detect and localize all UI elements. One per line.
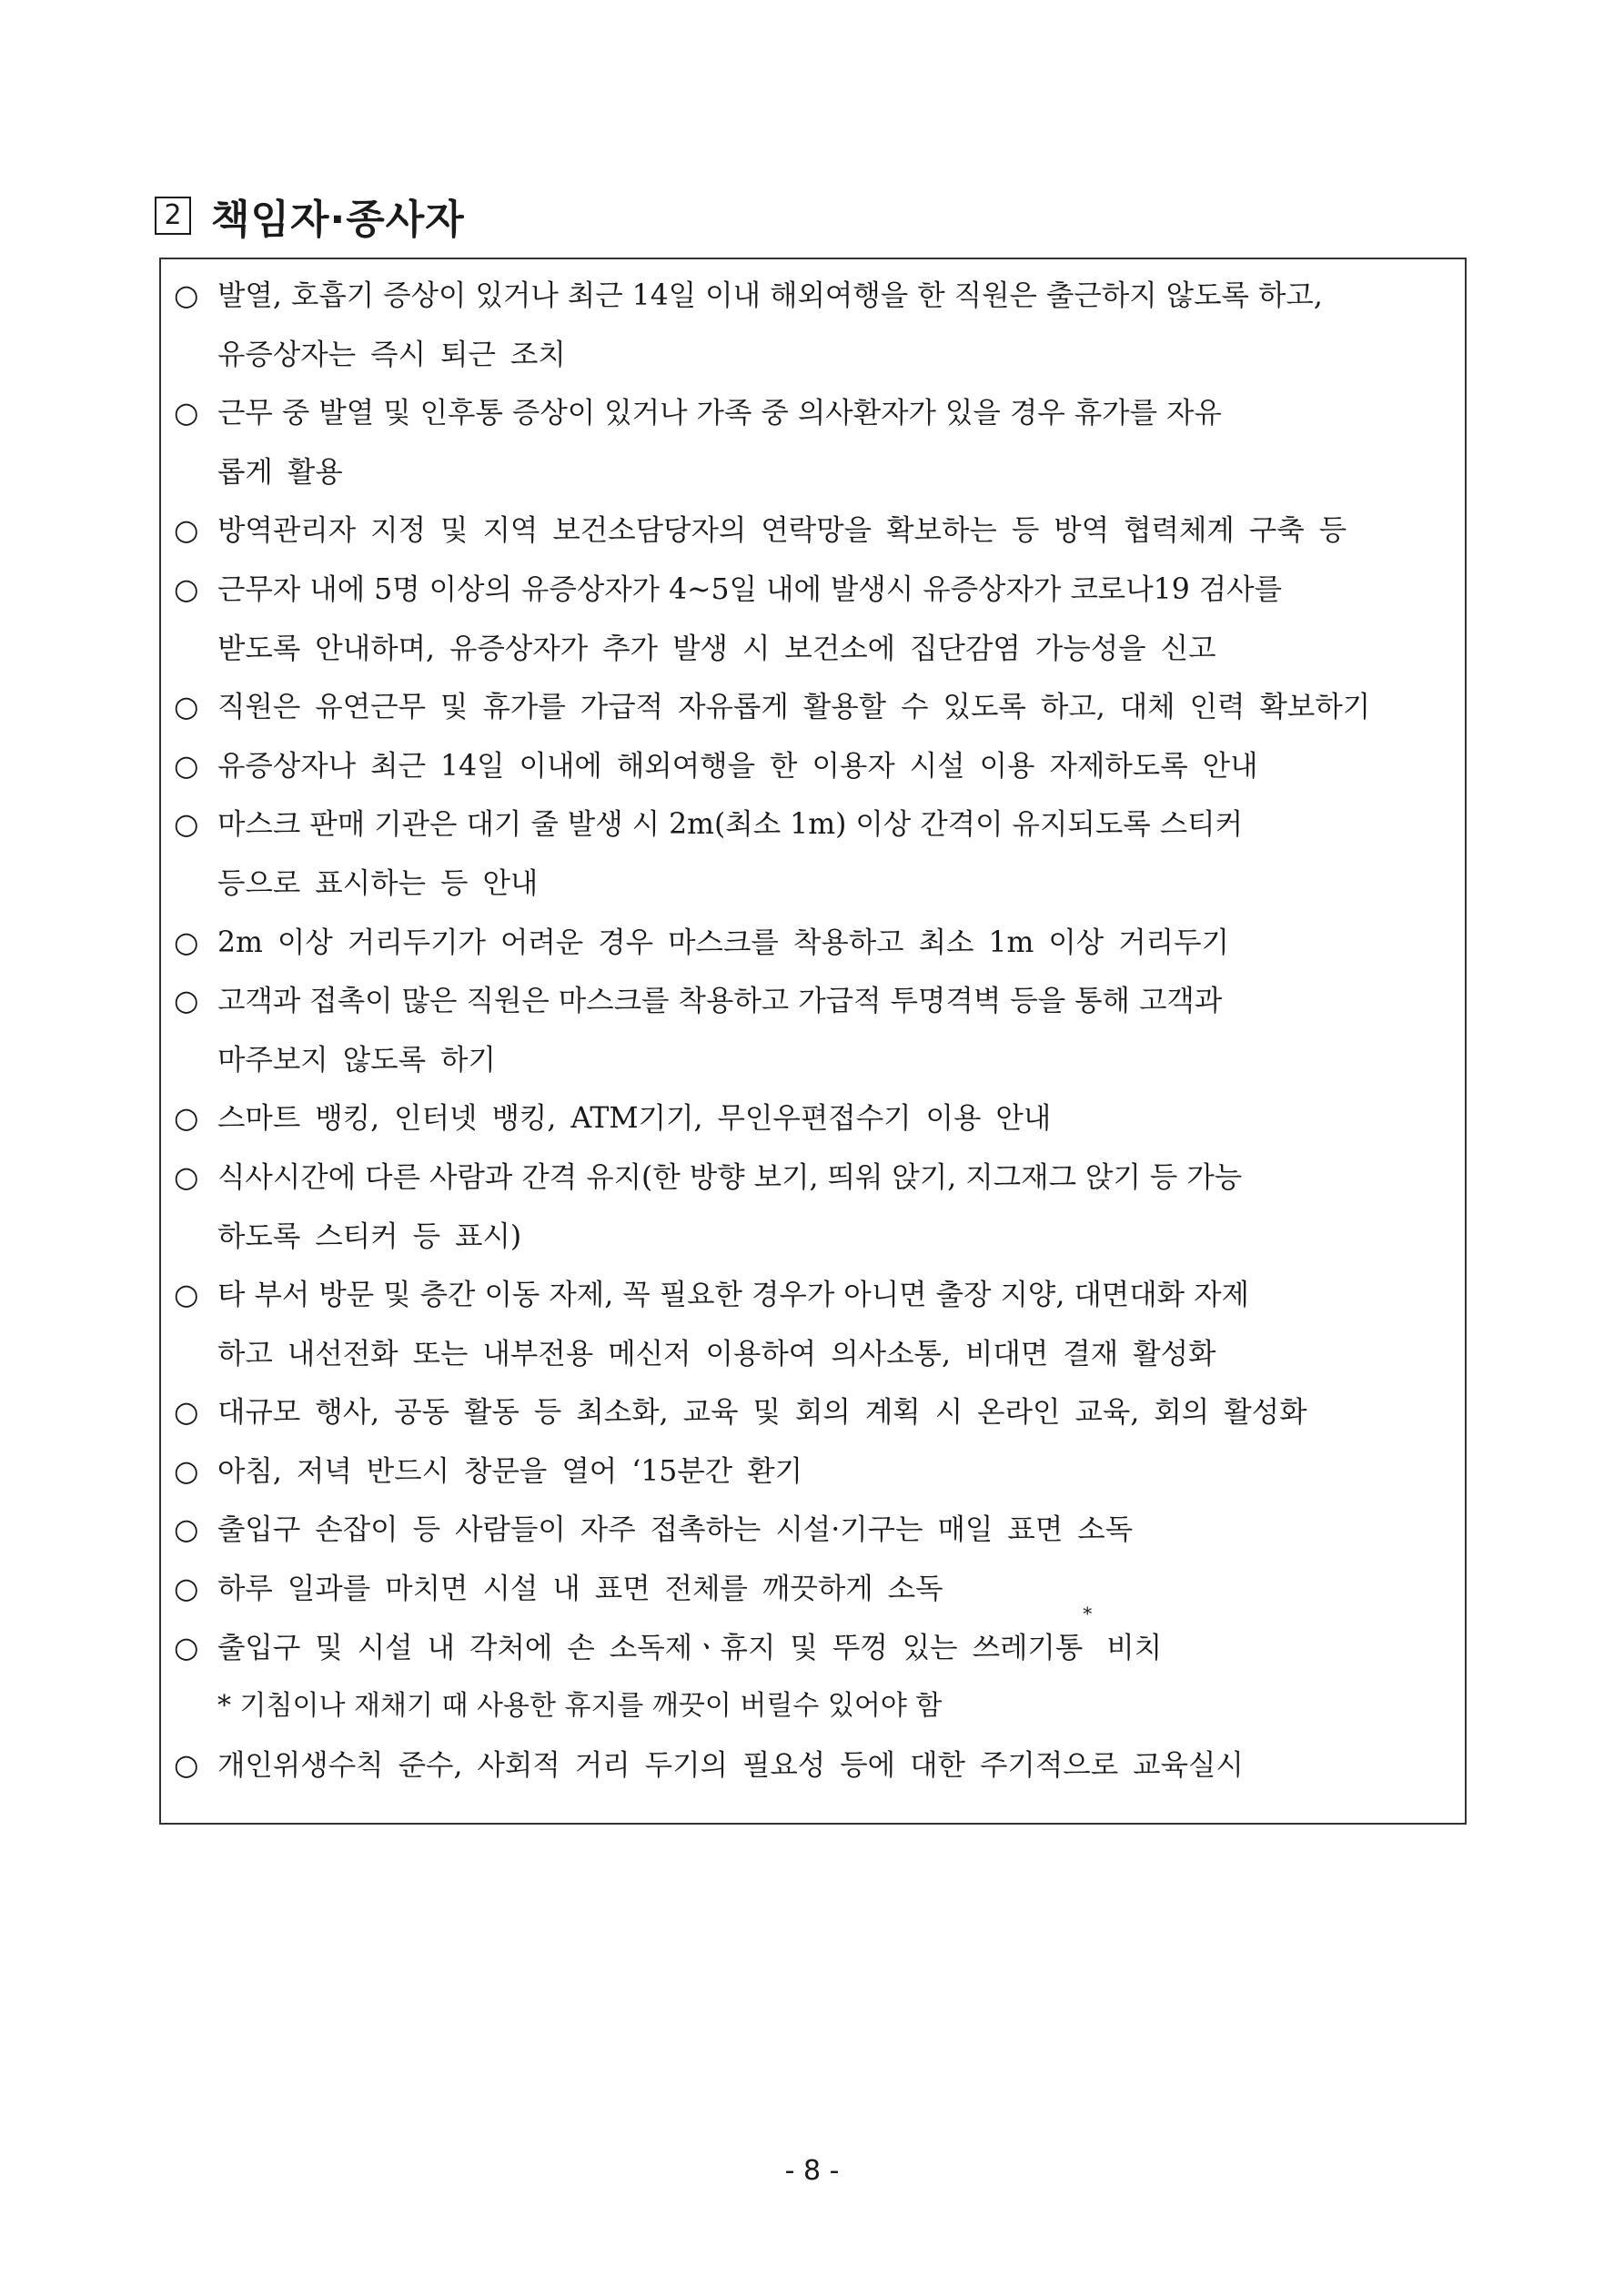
list-item-text: 고객과 접촉이 많은 직원은 마스크를 착용하고 가급적 투명격벽 등을 통해 고객과 [217, 985, 1223, 1018]
list-item-text: 마주보지 않도록 하기 [217, 1043, 496, 1077]
list-item [174, 914, 1452, 973]
bullet-icon: ○ [174, 1160, 199, 1194]
bullet-icon: ○ [174, 925, 199, 959]
list-item-text: 타 부서 방문 및 층간 이동 자제, 꼭 필요한 경우가 아니면 출장 지양, 대면대화 자제 [217, 1279, 1249, 1312]
bullet-icon: ○ [174, 514, 199, 548]
list-item [174, 561, 1452, 678]
list-item-text: 하루 일과를 마치면 시설 내 표면 전체를 깨끗하게 소독 [217, 1573, 943, 1606]
bullet-icon: ○ [174, 1631, 199, 1664]
list-item-text: 마스크 판매 기관은 대기 줄 발생 시 2m(최소 1m) 이상 간격이 유지되도록 스티커 [217, 808, 1243, 842]
list-item-text: 근무 중 발열 및 인후통 증상이 있거나 가족 중 의사환자가 있을 경우 휴가를 자유 [217, 397, 1222, 430]
bullet-icon: ○ [174, 572, 199, 606]
bullet-icon: ○ [174, 397, 199, 430]
list-item [174, 1736, 1452, 1795]
list-item-text: 대규모 행사, 공동 활동 등 최소화, 교육 및 회의 계획 시 온라인 교육, 회의 활성화 [217, 1396, 1307, 1430]
bullet-icon: ○ [174, 279, 199, 312]
guideline-list [174, 267, 1452, 1795]
footnote-marker: * [1083, 1602, 1093, 1624]
list-item-text: 식사시간에 다른 사람과 간격 유지(한 방향 보기, 띄워 앉기, 지그재그 앉기 등 가능 [217, 1160, 1243, 1194]
bullet-icon: ○ [174, 1396, 199, 1430]
list-item [174, 1148, 1452, 1266]
list-item [174, 1560, 1452, 1619]
list-item [174, 1089, 1452, 1148]
list-item [174, 678, 1452, 737]
guideline-box [159, 258, 1467, 1825]
bullet-icon: ○ [174, 1748, 199, 1782]
list-item-text: 아침, 저녁 반드시 창문을 열어 ‘15분간 환기 [217, 1454, 803, 1488]
list-item-text: 하고 내선전화 또는 내부전용 메신저 이용하여 의사소통, 비대면 결재 활성화 [217, 1337, 1216, 1371]
list-item-text: 출입구 및 시설 내 각처에 손 소독제ㆍ휴지 및 뚜껑 있는 쓰레기통 * 비치 [217, 1619, 1452, 1678]
bullet-icon: ○ [174, 1279, 199, 1312]
list-item-text: 2m 이상 거리두기가 어려운 경우 마스크를 착용하고 최소 1m 이상 거리두기 [217, 925, 1229, 959]
bullet-icon: ○ [174, 985, 199, 1018]
list-item-text: 받도록 안내하며, 유증상자가 추가 발생 시 보건소에 집단감염 가능성을 신고 [217, 632, 1216, 665]
bullet-icon: ○ [174, 808, 199, 842]
list-item-text: 유증상자나 최근 14일 이내에 해외여행을 한 이용자 시설 이용 자제하도록 안내 [217, 749, 1258, 783]
list-item [174, 972, 1452, 1089]
list-item-text: 출입구 손잡이 등 사람들이 자주 접촉하는 시설·기구는 매일 표면 소독 [217, 1513, 1134, 1547]
list-item-text: 하도록 스티커 등 표시) [217, 1219, 522, 1253]
bullet-icon: ○ [174, 691, 199, 724]
list-item [174, 737, 1452, 796]
bullet-icon: ○ [174, 1513, 199, 1547]
section-title: 책임자·종사자 [211, 197, 465, 243]
list-item-text: 발열, 호흡기 증상이 있거나 최근 14일 이내 해외여행을 한 직원은 출근하지 않도록 하고, [217, 279, 1323, 312]
bullet-icon: ○ [174, 1102, 199, 1136]
list-item-text: 롭게 활용 [217, 455, 343, 489]
list-item-text: 스마트 뱅킹, 인터넷 뱅킹, ATM기기, 무인우편접수기 이용 안내 [217, 1102, 1052, 1136]
page-number: - 8 - [784, 2155, 840, 2187]
section-number: 2 [155, 197, 191, 235]
list-item [174, 1501, 1452, 1560]
list-item [174, 384, 1452, 501]
bullet-icon: ○ [174, 1454, 199, 1488]
list-item-text: 근무자 내에 5명 이상의 유증상자가 4~5일 내에 발생시 유증상자가 코로나19 검사를 [217, 572, 1283, 606]
footnote: * 기침이나 재채기 때 사용한 휴지를 깨끗이 버릴수 있어야 함 [217, 1690, 943, 1723]
list-item-text: 방역관리자 지정 및 지역 보건소담당자의 연락망을 확보하는 등 방역 협력체계 구축 등 [217, 514, 1347, 548]
list-item [174, 1442, 1452, 1502]
list-item [174, 501, 1452, 561]
section-heading [155, 187, 465, 245]
list-item [174, 1266, 1452, 1383]
list-item [174, 267, 1452, 384]
list-item [174, 1383, 1452, 1442]
list-item-text: 유증상자는 즉시 퇴근 조치 [217, 338, 566, 371]
list-item-text: 직원은 유연근무 및 휴가를 가급적 자유롭게 활용할 수 있도록 하고, 대체 인력 확보하기 [217, 691, 1371, 724]
list-item-text: 개인위생수칙 준수, 사회적 거리 두기의 필요성 등에 대한 주기적으로 교육실시 [217, 1748, 1244, 1782]
bullet-icon: ○ [174, 749, 199, 783]
list-item [174, 795, 1452, 913]
list-item [174, 1602, 1452, 1736]
bullet-icon: ○ [174, 1573, 199, 1606]
list-item-text: 등으로 표시하는 등 안내 [217, 866, 539, 900]
